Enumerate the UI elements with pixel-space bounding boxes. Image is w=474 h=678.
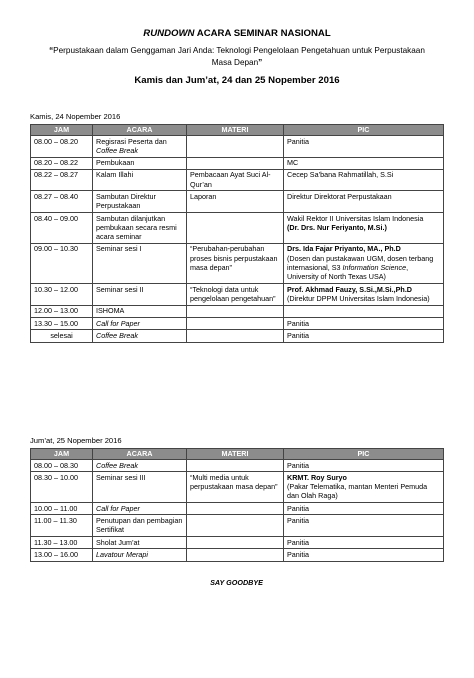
acara-cell: Pembukaan xyxy=(93,157,187,169)
day1-table xyxy=(30,124,444,343)
col-jam: JAM xyxy=(31,125,93,136)
title-italic: RUNDOWN xyxy=(143,28,195,39)
acara-text: Regisrasi Peserta dan xyxy=(96,136,167,146)
pic-cell: Direktur Direktorat Perpustakaan xyxy=(284,191,444,213)
pic-cell xyxy=(284,472,444,503)
materi-cell xyxy=(187,537,284,549)
materi-cell: Laporan xyxy=(187,191,284,213)
acara-cell: Sholat Jum’at xyxy=(93,537,187,549)
materi-cell xyxy=(187,136,284,158)
pic-cell: Panitia xyxy=(284,318,444,330)
table-row xyxy=(31,305,444,317)
table-row xyxy=(31,191,444,213)
subtitle-text: Perpustakaan dalam Genggaman Jari Anda: Teknologi Pengelolaan Pengetahuan untuk Perpustakaan Masa Depan xyxy=(53,46,425,67)
materi-cell xyxy=(187,305,284,317)
closing-text: SAY GOODBYE xyxy=(210,578,263,587)
jam-cell: selesai xyxy=(31,330,93,342)
acara-cell: Coffee Break xyxy=(93,330,187,342)
pic-cell: Panitia xyxy=(284,549,444,561)
pic-cell xyxy=(284,213,444,244)
materi-cell xyxy=(187,213,284,244)
acara-cell: Call for Paper xyxy=(93,503,187,515)
materi-cell xyxy=(187,318,284,330)
table-row xyxy=(31,136,444,158)
pic-text: (Pakar Telematika, mantan Menteri Pemuda dan Olah Raga) xyxy=(287,482,428,501)
pic-cell: Panitia xyxy=(284,515,444,537)
jam-cell: 10.30 – 12.00 xyxy=(31,284,93,306)
acara-cell: Sambutan dilanjutkan pembukaan secara resmi acara seminar xyxy=(93,213,187,244)
materi-cell xyxy=(187,503,284,515)
acara-cell: Lavatour Merapi xyxy=(93,549,187,561)
jam-cell: 08.00 – 08.20 xyxy=(31,136,93,158)
table-row xyxy=(31,549,444,561)
table-row xyxy=(31,318,444,330)
document-title xyxy=(0,28,474,39)
materi-cell: “Multi media untuk perpustakaan masa depan” xyxy=(187,472,284,503)
pic-text: (Dosen dan pustakawan UGM, dosen terbang internasional, S3 xyxy=(287,253,434,273)
pic-cell: Panitia xyxy=(284,503,444,515)
pic-speaker-name: KRMT. Roy Suryo xyxy=(287,472,347,482)
table-row xyxy=(31,503,444,515)
pic-cell: Panitia xyxy=(284,460,444,472)
acara-cell: Kalam Illahi xyxy=(93,169,187,191)
subtitle-close-quote: ” xyxy=(258,58,263,67)
table-row xyxy=(31,213,444,244)
materi-cell xyxy=(187,157,284,169)
jam-cell: 08.40 – 09.00 xyxy=(31,213,93,244)
col-pic: PIC xyxy=(284,449,444,460)
table-header-row xyxy=(31,125,444,136)
title-rest: ACARA SEMINAR NASIONAL xyxy=(194,28,331,39)
day2-label: Jum’at, 25 Nopember 2016 xyxy=(30,436,122,445)
day2-table xyxy=(30,448,444,562)
jam-cell: 12.00 – 13.00 xyxy=(31,305,93,317)
pic-cell xyxy=(284,284,444,306)
table-row xyxy=(31,460,444,472)
materi-cell xyxy=(187,330,284,342)
acara-cell: ISHOMA xyxy=(93,305,187,317)
pic-text: (Direktur DPPM Universitas Islam Indonesia) xyxy=(287,293,430,303)
jam-cell: 13.00 – 16.00 xyxy=(31,549,93,561)
col-acara: ACARA xyxy=(93,449,187,460)
jam-cell: 09.00 – 10.30 xyxy=(31,243,93,283)
pic-cell: MC xyxy=(284,157,444,169)
table-row xyxy=(31,284,444,306)
materi-cell xyxy=(187,460,284,472)
col-jam: JAM xyxy=(31,449,93,460)
jam-cell: 08.00 – 08.30 xyxy=(31,460,93,472)
jam-cell: 13.30 – 15.00 xyxy=(31,318,93,330)
jam-cell: 08.30 – 10.00 xyxy=(31,472,93,503)
materi-cell: “Perubahan-perubahan proses bisnis perpustakaan masa depan” xyxy=(187,243,284,283)
materi-cell xyxy=(187,549,284,561)
table-row xyxy=(31,169,444,191)
event-dates: Kamis dan Jum’at, 24 dan 25 Nopember 2016 xyxy=(134,75,340,86)
col-pic: PIC xyxy=(284,125,444,136)
pic-speaker-name: Drs. Ida Fajar Priyanto, MA., Ph.D xyxy=(287,244,401,254)
subtitle-open-quote: “ xyxy=(49,46,54,55)
acara-cell: Sambutan Direktur Perpustakaan xyxy=(93,191,187,213)
jam-cell: 10.00 – 11.00 xyxy=(31,503,93,515)
jam-cell: 11.00 – 11.30 xyxy=(31,515,93,537)
acara-cell: Seminar sesi I xyxy=(93,243,187,283)
table-header-row xyxy=(31,449,444,460)
pic-cell: Panitia xyxy=(284,136,444,158)
pic-cell: Panitia xyxy=(284,537,444,549)
acara-cell xyxy=(93,136,187,158)
table-row xyxy=(31,243,444,283)
table-row xyxy=(31,472,444,503)
seminar-theme xyxy=(48,45,426,69)
pic-cell xyxy=(284,305,444,317)
pic-text: Wakil Rektor II Universitas Islam Indonesia xyxy=(287,213,424,223)
acara-cell: Coffee Break xyxy=(93,460,187,472)
materi-cell: “Teknologi data untuk pengelolaan pengetahuan” xyxy=(187,284,284,306)
pic-text-end: , University of North Texas USA) xyxy=(287,263,409,282)
pic-speaker-name: (Dr. Drs. Nur Feriyanto, M.Si.) xyxy=(287,222,387,232)
materi-cell xyxy=(187,515,284,537)
col-materi: MATERI xyxy=(187,125,284,136)
acara-cell: Call for Paper xyxy=(93,318,187,330)
table-row xyxy=(31,157,444,169)
table-row xyxy=(31,515,444,537)
col-materi: MATERI xyxy=(187,449,284,460)
pic-speaker-name: Prof. Akhmad Fauzy, S.Si.,M.Si.,Ph.D xyxy=(287,284,413,294)
day1-label: Kamis, 24 Nopember 2016 xyxy=(30,112,121,121)
col-acara: ACARA xyxy=(93,125,187,136)
acara-italic-text: Coffee Break xyxy=(96,145,138,155)
pic-cell xyxy=(284,243,444,283)
acara-cell: Seminar sesi III xyxy=(93,472,187,503)
pic-cell: Cecep Sa’bana Rahmatillah, S.Si xyxy=(284,169,444,191)
pic-italic-text: Information Science xyxy=(342,263,407,273)
table-row xyxy=(31,537,444,549)
materi-cell: Pembacaan Ayat Suci Al-Qur’an xyxy=(187,169,284,191)
jam-cell: 08.22 – 08.27 xyxy=(31,169,93,191)
jam-cell: 08.20 – 08.22 xyxy=(31,157,93,169)
jam-cell: 08.27 – 08.40 xyxy=(31,191,93,213)
acara-cell: Penutupan dan pembagian Sertifikat xyxy=(93,515,187,537)
jam-cell: 11.30 – 13.00 xyxy=(31,537,93,549)
pic-cell: Panitia xyxy=(284,330,444,342)
table-row xyxy=(31,330,444,342)
acara-cell: Seminar sesi II xyxy=(93,284,187,306)
